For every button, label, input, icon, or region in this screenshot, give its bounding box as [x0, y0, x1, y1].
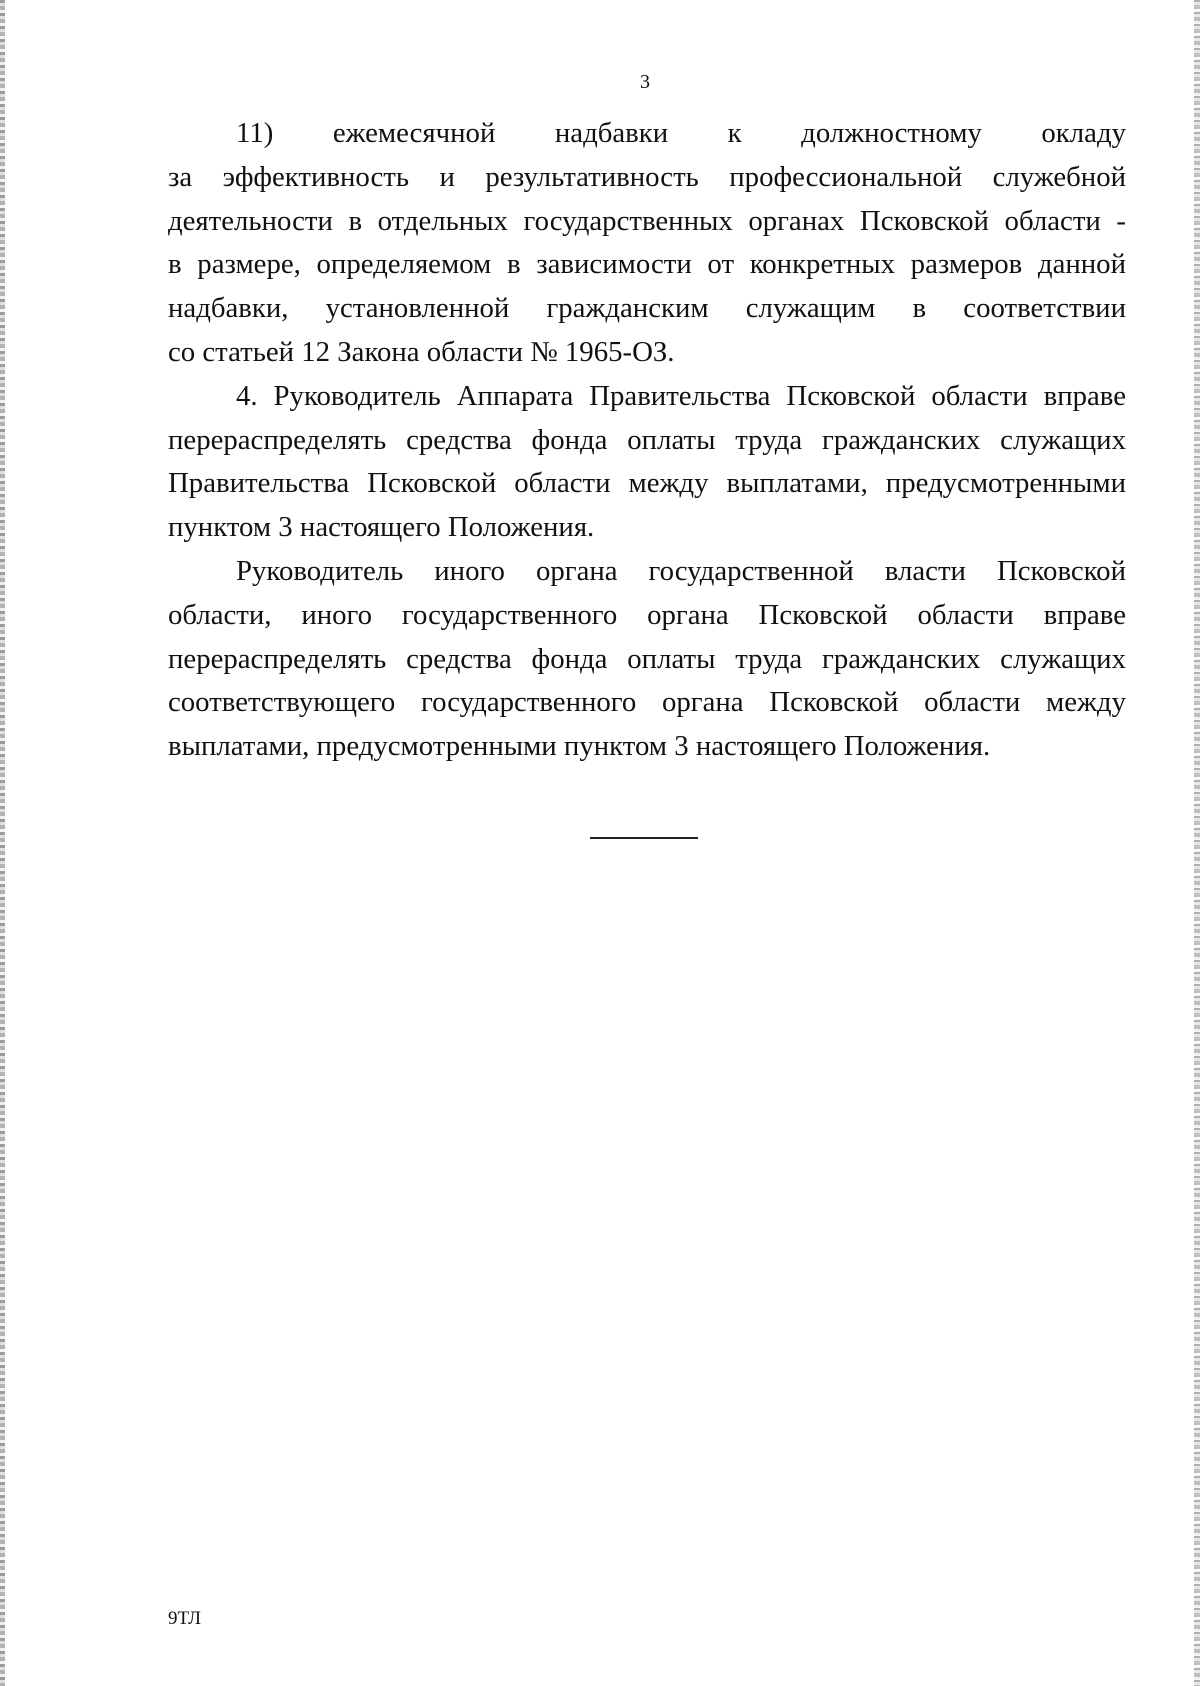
text-line: области, иного государственного органа Псковской области вправе: [168, 598, 1126, 631]
text-line: деятельности в отдельных государственных органах Псковской области -: [168, 204, 1126, 237]
text-line: выплатами, предусмотренными пунктом 3 настоящего Положения.: [168, 730, 991, 763]
paragraph-item-11: [168, 112, 1126, 375]
scan-edge-left: [0, 0, 5, 1686]
text-line: перераспределять средства фонда оплаты труда гражданских служащих: [168, 423, 1126, 456]
paragraph-clause-4: [168, 375, 1126, 550]
text-line: Руководитель иного органа государственной власти Псковской: [236, 554, 1126, 587]
end-of-text-rule: [590, 837, 698, 839]
text-line: 4. Руководитель Аппарата Правительства Псковской области вправе: [236, 379, 1126, 412]
text-line: 11) ежемесячной надбавки к должностному окладу: [236, 117, 1126, 149]
text-line: в размере, определяемом в зависимости от конкретных размеров данной: [168, 248, 1126, 281]
page-number: 3: [640, 71, 650, 93]
footer-code: 9ТЛ: [168, 1608, 202, 1629]
document-body: [168, 112, 1126, 769]
paragraph-clause-4-other-bodies: [168, 550, 1126, 769]
scan-edge-right: [1194, 0, 1200, 1686]
text-line: перераспределять средства фонда оплаты труда гражданских служащих: [168, 642, 1126, 675]
text-line: надбавки, установленной гражданским служащим в соответствии: [168, 292, 1126, 325]
text-line: за эффективность и результативность профессиональной служебной: [168, 160, 1126, 193]
text-line: Правительства Псковской области между выплатами, предусмотренными: [168, 467, 1126, 500]
text-line: со статьей 12 Закона области № 1965-ОЗ.: [168, 335, 675, 368]
text-line: пунктом 3 настоящего Положения.: [168, 511, 595, 544]
text-line: соответствующего государственного органа Псковской области между: [168, 686, 1126, 719]
